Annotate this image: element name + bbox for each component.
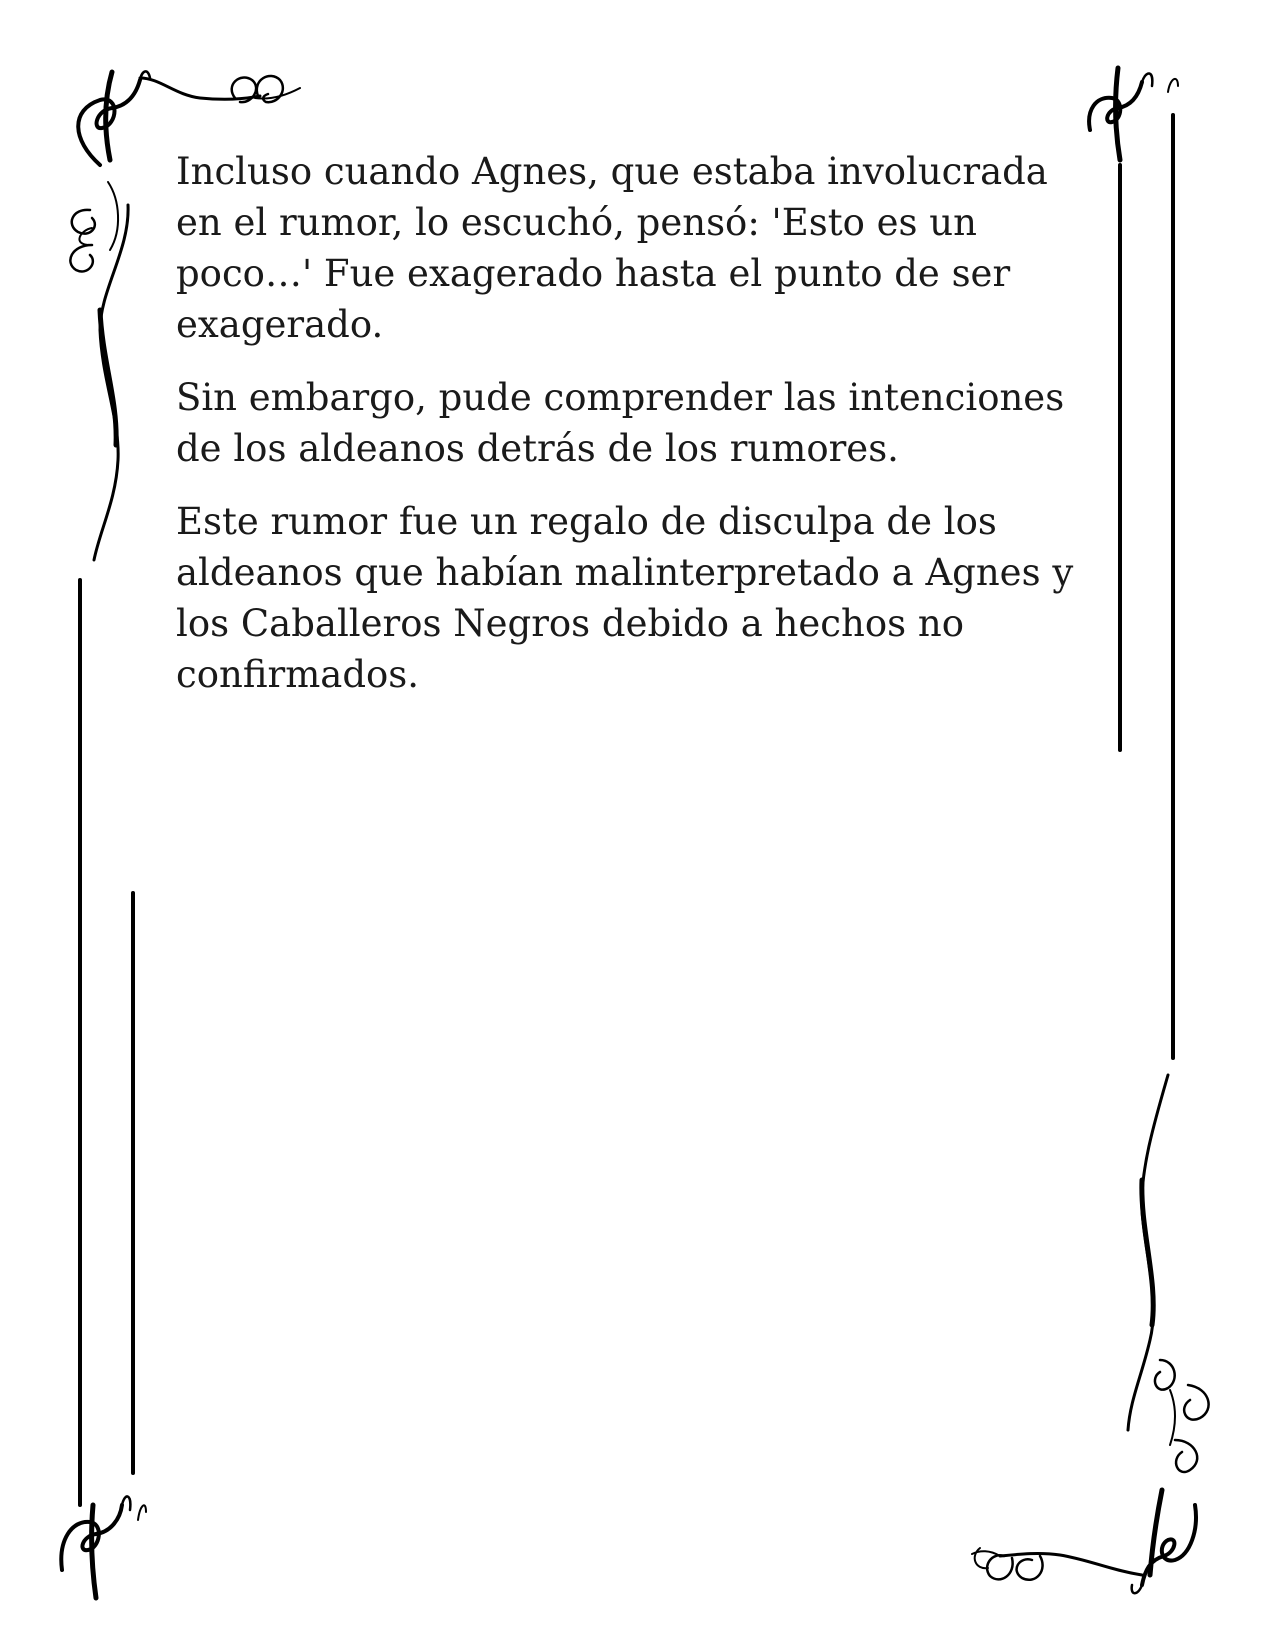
paragraph-3: Este rumor fue un regalo de disculpa de los aldeanos que habían malinterpretado a Agnes y los Caballeros Negros debido a hechos no confirmados. bbox=[176, 500, 1074, 696]
bottom-right-flourish bbox=[972, 1075, 1209, 1593]
paragraph-1: Incluso cuando Agnes, que estaba involucrada en el rumor, lo escuchó, pensó: 'Esto es un poco…' Fue exagerado hasta el punto de ser exagerado. bbox=[176, 150, 1048, 346]
body-text bbox=[176, 146, 1076, 722]
paragraph-2: Sin embargo, pude comprender las intenciones de los aldeanos detrás de los rumores. bbox=[176, 376, 1065, 470]
bottom-left-flourish bbox=[61, 1496, 146, 1598]
top-right-flourish bbox=[1089, 68, 1178, 160]
